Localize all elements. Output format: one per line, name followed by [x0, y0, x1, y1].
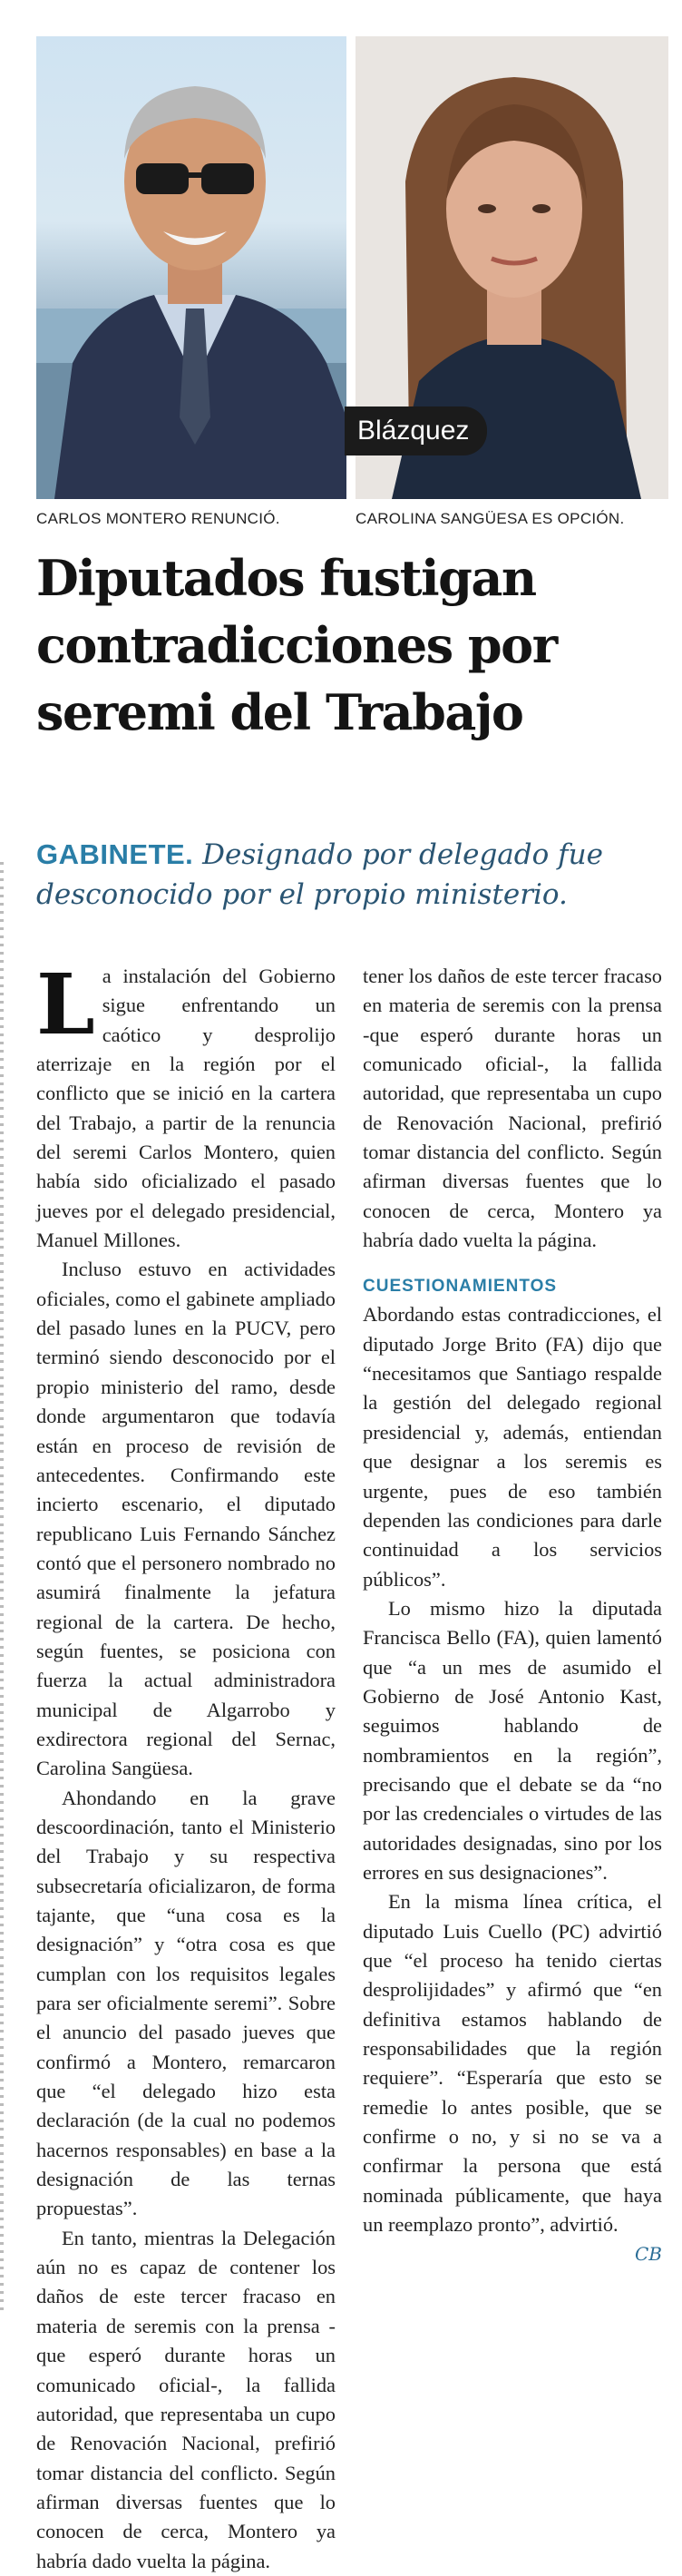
- video-name-tag: Blázquez: [345, 406, 487, 455]
- subheading: CUESTIONAMIENTOS: [363, 1277, 558, 1297]
- article-paragraph: En tanto, mientras la Delegación aún no es capaz de contener los daños de este tercer fracaso en materia de seremis con la prensa -que esperó durante horas un comunicado oficial-, la fallida autoridad, que representaba un cupo de Renovación Nacional, prefirió tomar distancia del conflicto. Según afirman diversas fuentes que lo conocen de cerca, Montero ya habría dado vuelta la página.: [36, 2226, 336, 2572]
- headline-line: contradicciones por: [36, 616, 557, 674]
- article-paragraph-continued: tener los daños de este tercer fracaso en materia de seremis con la prensa -que esperó durante horas un comunicado oficial-, la fallida autoridad, que representaba un cupo de Renovación Nacional, prefirió tomar distancia del conflicto. Según afirman diversas fuentes que lo conocen de cerca, Montero ya habría dado vuelta la página.: [363, 965, 662, 1252]
- headline: [36, 544, 671, 746]
- article-column-left: [36, 955, 336, 2572]
- article-paragraph: Ahondando en la grave descoordinación, tanto el Ministerio del Trabajo y su respectiva subsecretaría oficializaron, de forma tajante, que “una cosa es la designación” y “otra cosa es que cumplan con los requisitos legales para ser oficialmente seremi”. Sobre el anuncio del pasado jueves que confirmó a Montero, remarcaron que “el delegado hizo esta declaración (de la cual no podemos hacernos responsables) en base a la designación de las ternas propuestas”.: [36, 1786, 336, 2220]
- section-kicker: GABINETE.: [36, 838, 194, 870]
- man-portrait-illustration: [36, 36, 346, 499]
- article-paragraph: Abordando estas contradicciones, el diputado Jorge Brito (FA) dijo que “necesitamos que Santiago respalde la gestión del delegado regional presidencial y, además, entiendan que designar a los seremis es urgente, pues de eso también dependen las condiciones para darle continuidad a los servicios públicos”.: [363, 1303, 662, 1591]
- end-mark: CB: [635, 2243, 662, 2266]
- headline-line: seremi del Trabajo: [36, 683, 523, 741]
- headline-line: Diputados fustigan: [36, 549, 536, 607]
- article-paragraph: La instalación del Gobierno sigue enfrentando un caótico y desprolijo aterrizaje en la región por el conflicto que se inició en la cartera del Trabajo, a partir de la renuncia del seremi Carlos Montero, quien había sido oficializado el pasado jueves por el delegado presidencial, Manuel Millones.: [36, 955, 336, 1252]
- drop-cap: L: [36, 955, 95, 1053]
- article-column-right: [363, 962, 662, 2269]
- adjacent-page-edge: [0, 862, 4, 2314]
- photo-caption-left: CARLOS MONTERO RENUNCIÓ.: [36, 510, 280, 527]
- lead-text: Designado por delegado fue desconocido por el propio ministerio.: [36, 838, 603, 911]
- article-paragraph: Lo mismo hizo la diputada Francisca Bello (FA), quien lamentó que “a un mes de asumido el Gobierno de José Antonio Kast, seguimos hablando de nombramientos en la región”, precisando que el debate se da “no por las credenciales o virtudes de las autoridades designadas, sino por los errores en sus designaciones”.: [363, 1596, 662, 1884]
- photo-caption-right: CAROLINA SANGÜESA ES OPCIÓN.: [356, 510, 625, 527]
- article-paragraph: Incluso estuvo en actividades oficiales, como el gabinete ampliado del pasado lunes en la PUCV, pero terminó siendo desconocido por el propio ministerio del ramo, desde donde argumentaron que todavía están en proceso de revisión de antecedentes. Confirmando este incierto escenario, el diputado republicano Luis Fernando Sánchez contó que el personero nombrado no asumirá finalmente la jefatura regional de la cartera. De hecho, según fuentes, se posiciona con fuerza la actual administradora municipal de Algarrobo y exdirectora regional del Sernac, Carolina Sangüesa.: [36, 1258, 336, 1780]
- article-paragraph: En la misma línea crítica, el diputado Luis Cuello (PC) advirtió que “el proceso ha tenido ciertas desprolijidades” y afirmó que “en definitiva estamos hablando de responsabilidades que la región requiere”. “Esperaría que esto se remedie lo antes posible, que se confirme o no, y si no se va a confirmar la persona que está nominada públicamente, que haya un reemplazo pronto”, advirtió. CB: [363, 1887, 662, 2239]
- photo-carlos-montero: [36, 36, 346, 499]
- lead-deck: [36, 835, 671, 915]
